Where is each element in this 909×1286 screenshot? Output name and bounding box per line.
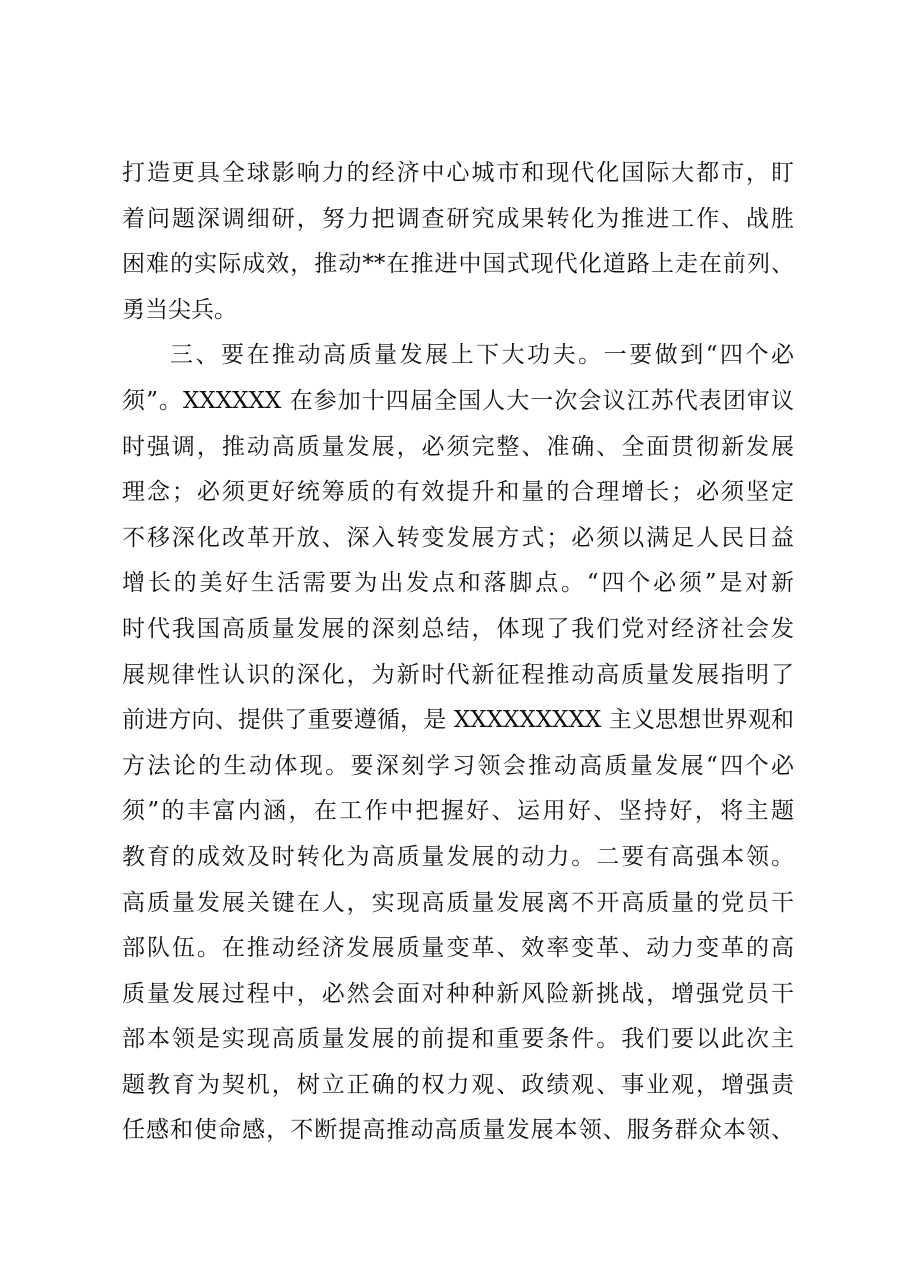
text-line: 打造更具全球影响力的经济中心城市和现代化国际大都市，盯 (122, 160, 794, 186)
text-line: 时代我国高质量发展的深刻总结，体现了我们党对经济社会发 (122, 615, 794, 642)
text-line: 部队伍。在推动经济发展质量变革、效率变革、动力变革的高 (122, 935, 794, 962)
text-line: 教育的成效及时转化为高质量发展的动力。二要有高强本领。 (122, 843, 794, 870)
text-line: 理念；必须更好统筹质的有效提升和量的合理增长；必须坚定 (122, 479, 794, 506)
text-line: 须”的丰富内涵，在工作中把握好、运用好、坚持好，将主题 (122, 798, 794, 825)
text-line: 不移深化改革开放、深入转变发展方式；必须以满足人民日益 (122, 524, 794, 551)
text-line: 增长的美好生活需要为出发点和落脚点。“四个必须”是对新 (122, 570, 794, 597)
text-line: 时强调，推动高质量发展，必须完整、准确、全面贯彻新发展 (122, 433, 794, 460)
text-line: 困难的实际成效，推动**在推进中国式现代化道路上走在前列、 (122, 251, 794, 278)
text-line: 须”。XXXXXX 在参加十四届全国人大一次会议江苏代表团审议 (122, 387, 794, 414)
text-line: 勇当尖兵。 (122, 296, 237, 323)
text-line: 展规律性认识的深化，为新时代新征程推动高质量发展指明了 (122, 661, 794, 688)
text-line: 题教育为契机，树立正确的权力观、政绩观、事业观，增强责 (122, 1071, 794, 1098)
paragraph-start-line: 三、要在推动高质量发展上下大功夫。一要做到“四个必 (170, 342, 794, 369)
text-line: 部本领是实现高质量发展的前提和重要条件。我们要以此次主 (122, 1026, 794, 1053)
text-line: 高质量发展关键在人，实现高质量发展离不开高质量的党员干 (122, 889, 794, 916)
text-line: 质量发展过程中，必然会面对种种新风险新挑战，增强党员干 (122, 980, 794, 1007)
text-line: 着问题深调细研，努力把调查研究成果转化为推进工作、战胜 (122, 205, 794, 232)
text-line: 方法论的生动体现。要深刻学习领会推动高质量发展“四个必 (122, 752, 794, 779)
text-line: 前进方向、提供了重要遵循，是 XXXXXXXXX 主义思想世界观和 (122, 707, 794, 734)
body-text (122, 151, 794, 1154)
text-line: 任感和使命感，不断提高推动高质量发展本领、服务群众本领、 (122, 1117, 794, 1144)
